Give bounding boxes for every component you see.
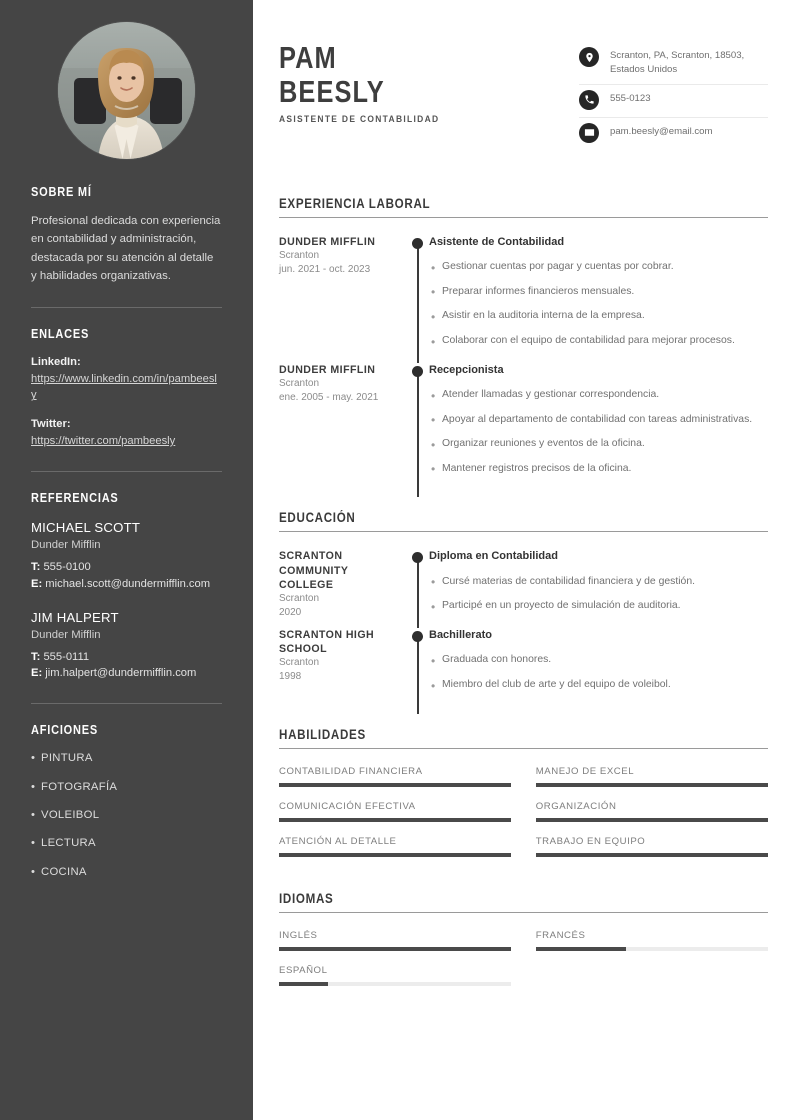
timeline-marker [407,235,429,363]
entry-bullet: • Graduada con honores. [429,652,768,668]
hobby-item: • FOTOGRAFÍA [31,779,222,795]
education-entry [279,549,768,628]
skill-bar-track [536,783,768,787]
sidebar-section-links [31,327,222,450]
divider [279,531,768,532]
contact-row-email [579,118,768,150]
contact-block [579,38,768,150]
timeline-dot-icon [412,631,423,642]
reference-email [31,576,222,593]
skill-bar-track [536,818,768,822]
avatar [58,22,195,159]
language-bar-fill [279,982,328,986]
experience-heading: EXPERIENCIA LABORAL [279,195,431,211]
skill-bar-fill [536,783,768,787]
about-text: Profesional dedicada con experiencia en contabilidad y administración, destacada por su atención al detalle y habilidades organizativas. [31,215,221,283]
entry-bullet: • Participé en un proyecto de simulación de auditoria. [429,598,768,614]
phone-icon [579,90,599,110]
language-item [279,965,511,986]
name-block [279,38,579,125]
contact-row-phone [579,85,768,118]
language-item [536,930,768,951]
divider [279,912,768,913]
skill-label: COMUNICACIÓN EFECTIVA [279,800,416,812]
entry-meta [279,235,407,363]
link-url-linkedin[interactable]: https://www.linkedin.com/in/pambeesly [31,372,217,402]
entry-organization: SCRANTON COMMUNITY COLLEGE [279,550,349,591]
link-label: Twitter: [31,418,71,431]
skills-list [279,766,768,871]
section-languages [279,891,768,1000]
entry-bullet: • Mantener registros precisos de la oficina. [429,461,768,477]
reference-name: MICHAEL SCOTT [31,519,141,535]
entry-body [429,235,768,363]
language-bar-fill [279,947,511,951]
skill-label: MANEJO DE EXCEL [535,765,635,777]
skill-label: CONTABILIDAD FINANCIERA [279,765,423,777]
entry-dates: 1998 [279,671,302,683]
section-skills [279,727,768,871]
reference-company: Dunder Mifflin [31,628,101,641]
first-name: PAM [279,40,337,75]
divider [31,703,222,704]
skill-bar-track [279,818,511,822]
reference-email-value: michael.scott@dundermifflin.com [45,577,211,590]
language-label: INGLÉS [279,929,318,941]
skill-bar-fill [536,818,768,822]
reference-email-value: jim.halpert@dundermifflin.com [45,667,197,680]
entry-bullet: • Organizar reuniones y eventos de la oficina. [429,436,768,452]
reference-phone-value: 555-0111 [43,650,90,663]
section-experience [279,196,768,491]
skill-bar-fill [279,818,511,822]
contact-address: Scranton, PA, Scranton, 18503, Estados Unidos [610,50,745,75]
timeline-dot-icon [412,238,423,249]
timeline-marker [407,363,429,491]
last-name: BEESLY [279,73,385,109]
language-bar-track [279,947,511,951]
language-label: ESPAÑOL [279,964,328,976]
hobbies-heading: AFICIONES [31,723,99,738]
entry-role: Diploma en Contabilidad [429,550,558,563]
language-label: FRANCÉS [535,929,586,941]
skill-label: TRABAJO EN EQUIPO [535,835,646,847]
entry-organization: SCRANTON HIGH SCHOOL [279,629,375,656]
skills-heading: HABILIDADES [279,726,366,742]
reference-phone [31,649,222,666]
hobby-item: • PINTURA [31,750,222,766]
reference-email-label: E: [31,577,43,590]
education-heading: EDUCACIÓN [279,510,356,526]
skill-bar-fill [536,853,768,857]
skill-label: ORGANIZACIÓN [535,800,617,812]
skill-item [536,766,768,787]
experience-entry [279,235,768,363]
timeline-marker [407,549,429,628]
language-bar-track [279,982,511,986]
reference-phone-label: T: [31,650,41,663]
contact-row-address [579,42,768,85]
sidebar-section-hobbies [31,723,222,880]
language-bar-fill [536,947,627,951]
entry-dates: ene. 2005 - may. 2021 [279,391,379,403]
entry-bullet: • Preparar informes financieros mensuales. [429,284,768,300]
entry-meta [279,363,407,491]
entry-location: Scranton [279,592,320,604]
reference-phone-label: T: [31,560,41,573]
timeline-marker [407,628,429,707]
main-content [253,0,794,1120]
entry-bullet: • Cursé materias de contabilidad financiera y de gestión. [429,574,768,590]
contact-phone: 555-0123 [610,92,651,104]
entry-body [429,549,768,628]
timeline-line [417,635,419,714]
timeline-dot-icon [412,366,423,377]
skill-bar-track [279,783,511,787]
entry-bullet: • Asistir en la auditoria interna de la empresa. [429,308,768,324]
sidebar-section-references [31,491,222,682]
about-heading: SOBRE MÍ [31,185,92,199]
contact-email: pam.beesly@email.com [610,125,713,137]
reference-phone [31,559,222,576]
experience-entry [279,363,768,491]
sidebar-section-about [31,185,222,286]
entry-meta [279,628,407,707]
entry-body [429,628,768,707]
link-item-linkedin[interactable] [31,354,222,404]
entry-meta [279,549,407,628]
profile-photo-wrap [31,22,222,159]
hobby-item: • COCINA [31,864,222,880]
divider [279,217,768,218]
sidebar [0,0,253,1120]
skill-item [279,836,511,857]
languages-heading: IDIOMAS [279,890,334,906]
skill-item [536,801,768,822]
timeline-line [417,556,419,628]
entry-bullet: • Atender llamadas y gestionar correspondencia. [429,387,768,403]
skill-bar-fill [279,783,511,787]
timeline-line [417,242,419,363]
entry-bullet: • Gestionar cuentas por pagar y cuentas por cobrar. [429,259,768,275]
skill-item [536,836,768,857]
entry-organization: DUNDER MIFFLIN [279,363,376,376]
section-education [279,510,768,706]
entry-role: Bachillerato [429,629,492,642]
entry-dates: jun. 2021 - oct. 2023 [279,264,371,276]
divider [31,471,222,472]
entry-location: Scranton [279,657,320,669]
entry-bullet: • Apoyar al departamento de contabilidad con tareas administrativas. [429,412,768,428]
hobby-item: • LECTURA [31,835,222,851]
languages-list [279,930,768,1000]
reference-phone-value: 555-0100 [43,560,91,573]
divider [31,307,222,308]
divider [279,748,768,749]
location-pin-icon [579,47,599,67]
link-item-twitter[interactable] [31,416,222,450]
entry-organization: DUNDER MIFFLIN [279,235,376,248]
reference-item [31,608,222,683]
job-title: ASISTENTE DE CONTABILIDAD [279,114,440,126]
skill-label: ATENCIÓN AL DETALLE [279,835,397,847]
skill-item [279,766,511,787]
entry-role: Asistente de Contabilidad [429,235,565,248]
skill-bar-track [536,853,768,857]
avatar-portrait-icon [58,22,195,159]
reference-name: JIM HALPERT [31,609,119,625]
language-item [279,930,511,951]
entry-bullet: • Colaborar con el equipo de contabilidad para mejorar procesos. [429,333,768,349]
entry-location: Scranton [279,377,320,389]
entry-role: Recepcionista [429,363,504,376]
language-bar-track [536,947,768,951]
skill-bar-track [279,853,511,857]
timeline-dot-icon [412,552,423,563]
entry-bullet: • Miembro del club de arte y del equipo de voleibol. [429,677,768,693]
resume-header [279,38,768,150]
entry-body [429,363,768,491]
references-heading: REFERENCIAS [31,490,119,505]
hobby-item: • VOLEIBOL [31,807,222,823]
link-url-twitter[interactable]: https://twitter.com/pambeesly [31,435,176,448]
timeline-line [417,370,419,498]
education-entry [279,628,768,707]
reference-item [31,518,222,593]
entry-dates: 2020 [279,606,302,618]
skill-item [279,801,511,822]
links-heading: ENLACES [31,326,90,341]
reference-company: Dunder Mifflin [31,539,101,551]
envelope-icon [579,123,599,143]
reference-email-label: E: [31,667,43,680]
link-label: LinkedIn: [31,355,81,368]
reference-email [31,665,222,682]
entry-location: Scranton [279,249,320,261]
skill-bar-fill [279,853,511,857]
